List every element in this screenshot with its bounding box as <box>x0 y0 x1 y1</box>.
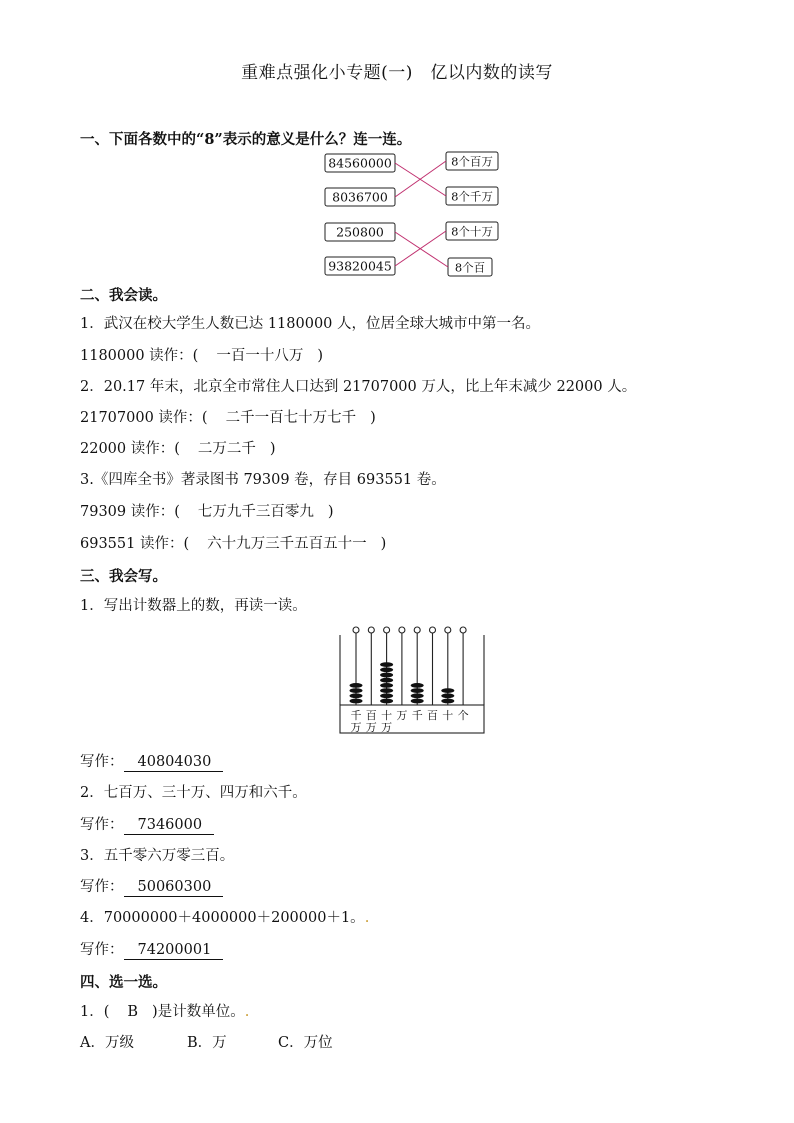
question-text: 1．写出计数器上的数，再读一读。 <box>80 598 307 614</box>
answer-text: 74200001 <box>124 942 224 960</box>
abacus <box>338 625 488 737</box>
stray-dot: . <box>244 1004 250 1020</box>
meaning-label: 8个百 <box>454 260 486 275</box>
abacus-rod-cap <box>368 627 374 633</box>
abacus-bead <box>441 699 454 704</box>
connector-line <box>395 232 448 267</box>
answer-text: 40804030 <box>124 754 224 772</box>
number-label: 84560000 <box>328 155 392 171</box>
matching-diagram <box>300 150 520 280</box>
answer-line: 写作： 50060300 <box>80 877 223 897</box>
abacus-place-label: 千 <box>411 709 423 722</box>
abacus-place-label: 万 <box>365 721 377 734</box>
number-label: 8036700 <box>332 189 388 205</box>
answer-text: 二万二千 <box>197 441 256 457</box>
abacus-bead <box>350 683 363 688</box>
abacus-place-label: 千 <box>350 709 362 722</box>
abacus-bead <box>441 693 454 698</box>
abacus-rod-cap <box>353 627 359 633</box>
answer-line: 写作： 7346000 <box>80 815 214 835</box>
answer-line: 1180000 读作：( 一百一十八万 ) <box>80 348 324 364</box>
answer-text: 六十九万三千五百五十一 <box>207 536 367 552</box>
abacus-rod-cap <box>414 627 420 633</box>
answer-text: 二千一百七十万七千 <box>225 410 357 426</box>
section-2-heading: 二、我会读。 <box>80 287 167 304</box>
number-label: 93820045 <box>328 258 392 274</box>
answer-line: 693551 读作：( 六十九万三千五百五十一 ) <box>80 536 387 552</box>
abacus-place-label: 百 <box>427 709 438 722</box>
abacus-place-label: 十 <box>381 709 393 722</box>
abacus-bead <box>411 693 424 698</box>
page-title: 重难点强化小专题(一) 亿以内数的读写 <box>241 63 553 83</box>
option-c: C．万位 <box>278 1035 333 1051</box>
stray-dot: . <box>364 910 370 926</box>
abacus-bead <box>380 673 393 678</box>
abacus-bead <box>350 699 363 704</box>
meaning-label: 8个十万 <box>451 224 493 239</box>
section-4-heading: 四、选一选。 <box>80 974 167 991</box>
abacus-place-label: 十 <box>442 709 454 722</box>
abacus-bead <box>380 678 393 683</box>
abacus-bead <box>411 683 424 688</box>
abacus-rod-cap <box>445 627 451 633</box>
option-a: A．万级 <box>80 1035 134 1051</box>
question-text: 1．武汉在校大学生人数已达 1180000 人，位居全球大城市中第一名。 <box>80 316 541 332</box>
answer-line: 21707000 读作：( 二千一百七十万七千 ) <box>80 410 376 426</box>
question-text: 1．( B )是计数单位。. <box>80 1004 250 1020</box>
abacus-bead <box>380 693 393 698</box>
abacus-bead <box>411 699 424 704</box>
abacus-place-label: 万 <box>381 721 393 734</box>
abacus-bead <box>350 693 363 698</box>
answer-text: B <box>127 1004 139 1020</box>
answer-line: 22000 读作：( 二万二千 ) <box>80 441 276 457</box>
abacus-place-label: 个 <box>457 709 469 722</box>
abacus-bead <box>380 662 393 667</box>
answer-text: 50060300 <box>124 879 224 897</box>
option-b: B．万 <box>187 1035 227 1051</box>
answer-text: 一百一十八万 <box>216 348 304 364</box>
abacus-rod-cap <box>384 627 390 633</box>
question-text: 4．70000000＋4000000＋200000＋1。. <box>80 910 370 926</box>
abacus-place-label: 百 <box>365 709 377 722</box>
abacus-place-label: 万 <box>396 709 408 722</box>
abacus-rod-cap <box>460 627 466 633</box>
question-text: 2．20.17 年末，北京全市常住人口达到 21707000 万人，比上年末减少 22000 人。 <box>80 379 637 395</box>
answer-line: 79309 读作：( 七万九千三百零九 ) <box>80 504 334 520</box>
answer-text: 7346000 <box>124 817 215 835</box>
section-3-heading: 三、我会写。 <box>80 568 167 585</box>
abacus-bead <box>411 688 424 693</box>
abacus-bead <box>441 688 454 693</box>
question-text: 3.《四库全书》著录图书 79309 卷，存目 693551 卷。 <box>80 472 446 488</box>
question-text: 3．五千零六万零三百。 <box>80 848 235 864</box>
abacus-place-label: 万 <box>350 721 362 734</box>
number-label: 250800 <box>336 224 384 240</box>
abacus-rod-cap <box>399 627 405 633</box>
meaning-label: 8个千万 <box>451 189 493 204</box>
meaning-label: 8个百万 <box>451 154 493 169</box>
answer-text: 七万九千三百零九 <box>197 504 314 520</box>
section-1-heading: 一、下面各数中的“8”表示的意义是什么？连一连。 <box>80 131 412 148</box>
question-text: 2．七百万、三十万、四万和六千。 <box>80 785 307 801</box>
abacus-bead <box>380 688 393 693</box>
abacus-bead <box>350 688 363 693</box>
abacus-bead <box>380 699 393 704</box>
answer-line: 写作： 40804030 <box>80 752 223 772</box>
abacus-bead <box>380 667 393 672</box>
answer-line: 写作： 74200001 <box>80 940 223 960</box>
abacus-rod-cap <box>430 627 436 633</box>
abacus-bead <box>380 683 393 688</box>
